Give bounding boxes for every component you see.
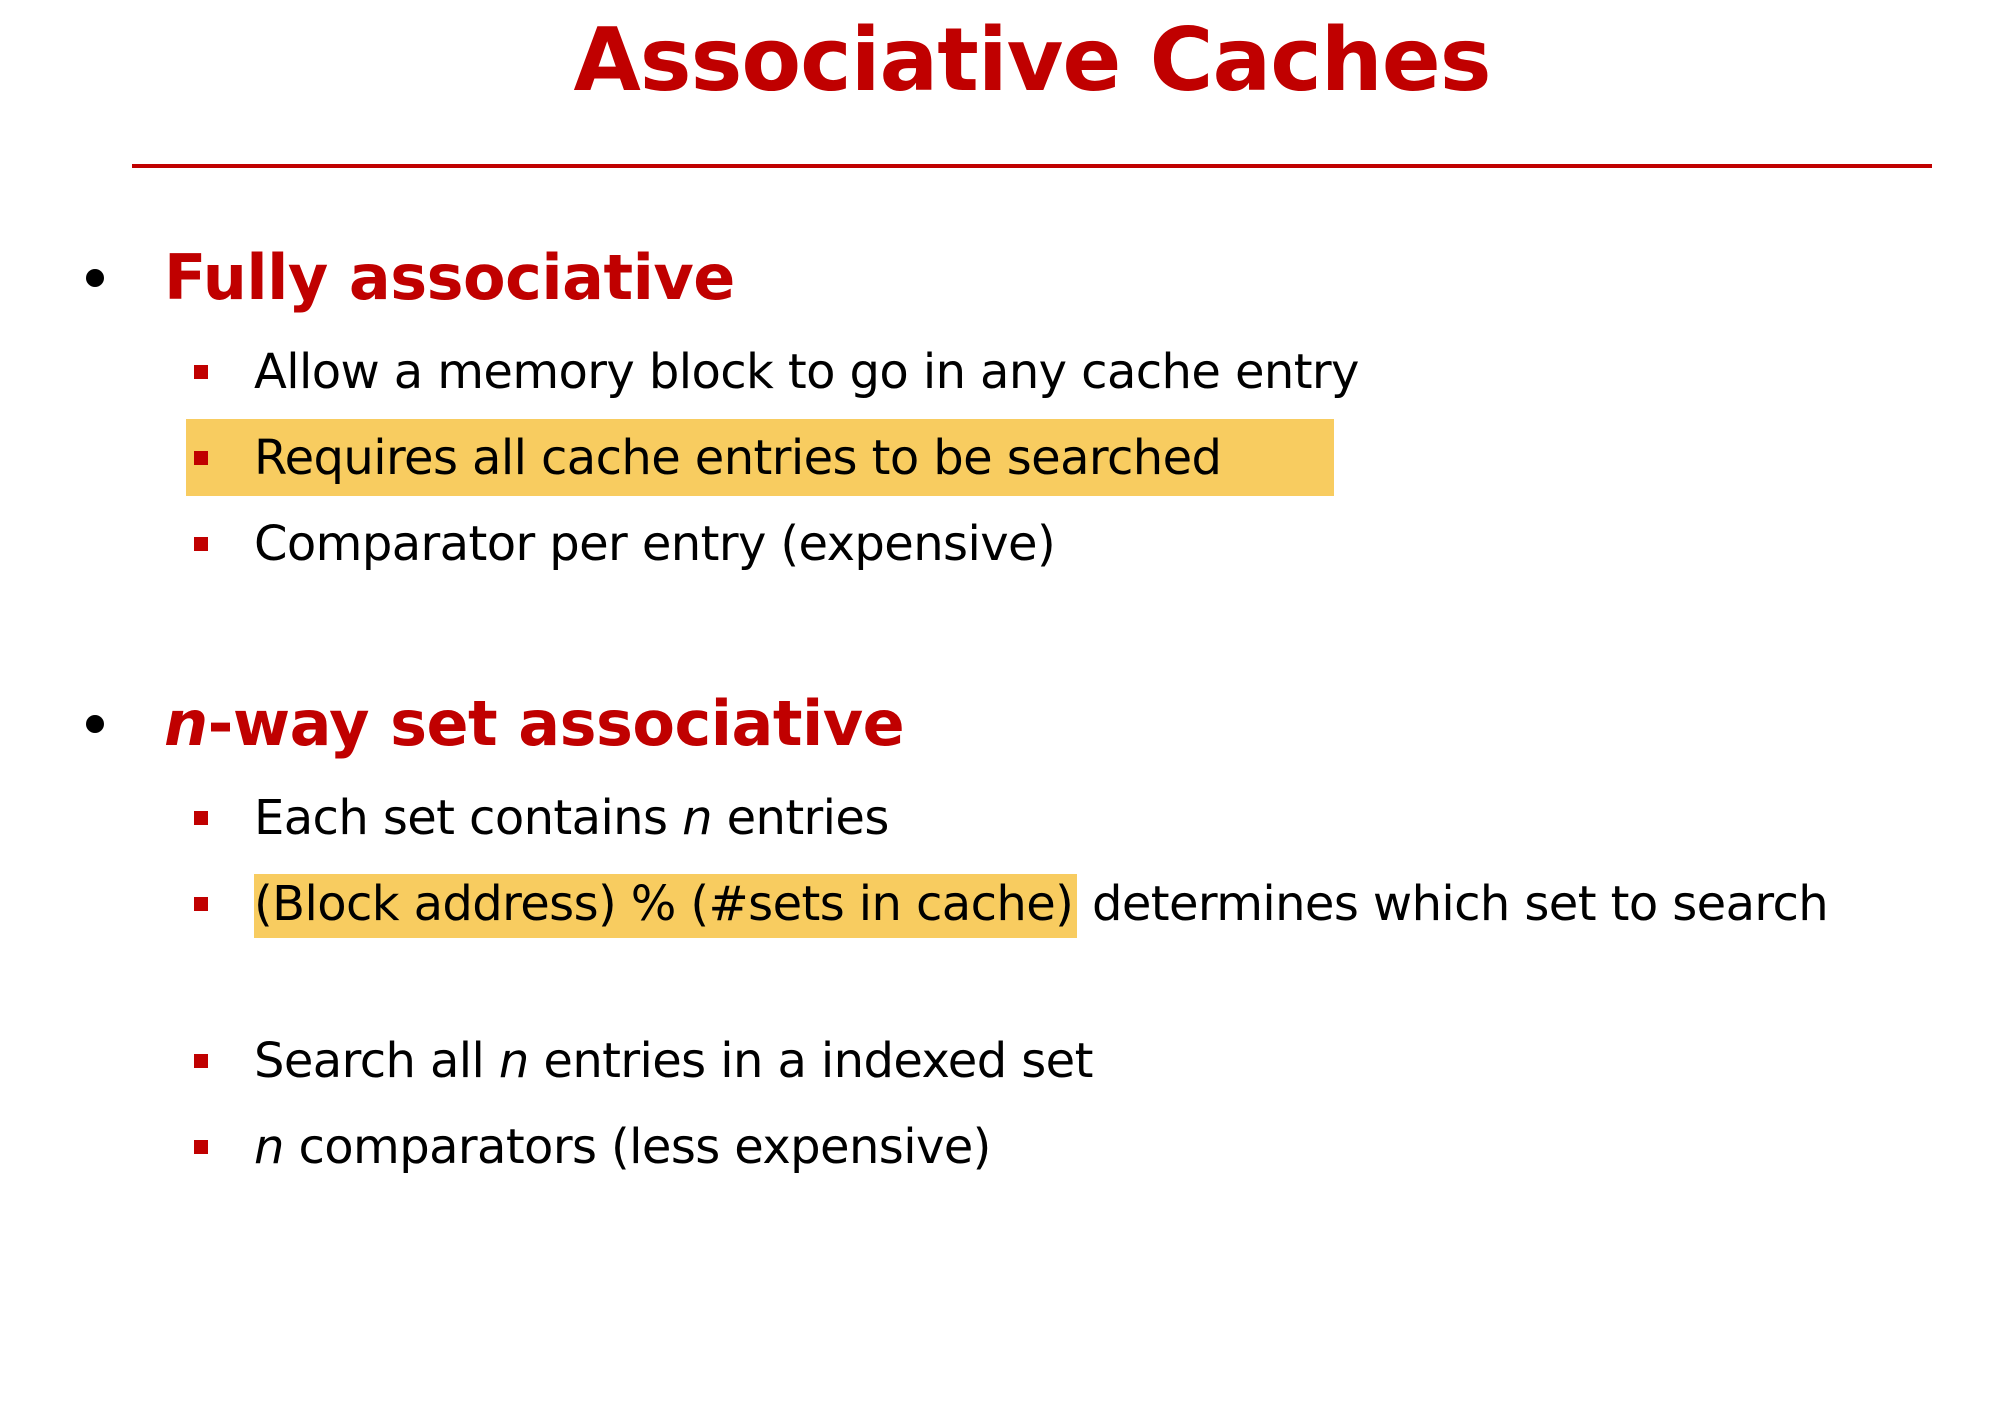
bullet-heading-variable: n <box>164 687 208 760</box>
list-item-text <box>254 1113 1854 1181</box>
list-item-text <box>254 870 1874 938</box>
slide-title: Associative Caches <box>573 9 1491 111</box>
square-bullet-icon <box>194 451 208 465</box>
text-run: Search all <box>254 1033 499 1089</box>
highlighted-formula: (Block address) % (#sets in cache) <box>254 874 1077 938</box>
bullet-dot <box>86 269 104 287</box>
text-run: comparators (less expensive) <box>283 1119 991 1175</box>
bullet-heading <box>164 684 904 764</box>
list-item-highlighted <box>194 424 1874 492</box>
square-bullet-icon <box>194 897 208 911</box>
list-item <box>194 784 1874 852</box>
text-run: determines which set to search <box>1077 876 1829 932</box>
list-item-text <box>254 784 1854 852</box>
variable-n: n <box>682 790 712 846</box>
list-item <box>194 1113 1874 1181</box>
list-item-text: Requires all cache entries to be searched <box>254 430 1222 486</box>
bullet-heading: Fully associative <box>164 241 735 314</box>
list-item <box>194 870 1874 1010</box>
text-run: entries in a indexed set <box>528 1033 1093 1089</box>
list-item-text <box>254 1027 1854 1095</box>
bullet-heading-rest: -way set associative <box>207 687 905 760</box>
bullet-dot <box>86 715 104 733</box>
list-item-text: Allow a memory block to go in any cache entry <box>254 344 1359 400</box>
title-divider <box>132 164 1932 168</box>
variable-n: n <box>498 1033 529 1089</box>
square-bullet-icon <box>194 537 208 551</box>
list-item-text: Comparator per entry (expensive) <box>254 516 1056 572</box>
list-item <box>194 1027 1874 1095</box>
text-run: entries <box>711 790 889 846</box>
list-item <box>194 510 1874 578</box>
variable-n: n <box>254 1119 284 1175</box>
square-bullet-icon <box>194 1140 208 1154</box>
square-bullet-icon <box>194 365 208 379</box>
list-item <box>194 338 1874 406</box>
bullet-fully-associative <box>74 238 1874 318</box>
bullet-n-way-set-associative <box>74 684 1874 764</box>
square-bullet-icon <box>194 811 208 825</box>
text-run: Each set contains <box>254 790 683 846</box>
square-bullet-icon <box>194 1054 208 1068</box>
